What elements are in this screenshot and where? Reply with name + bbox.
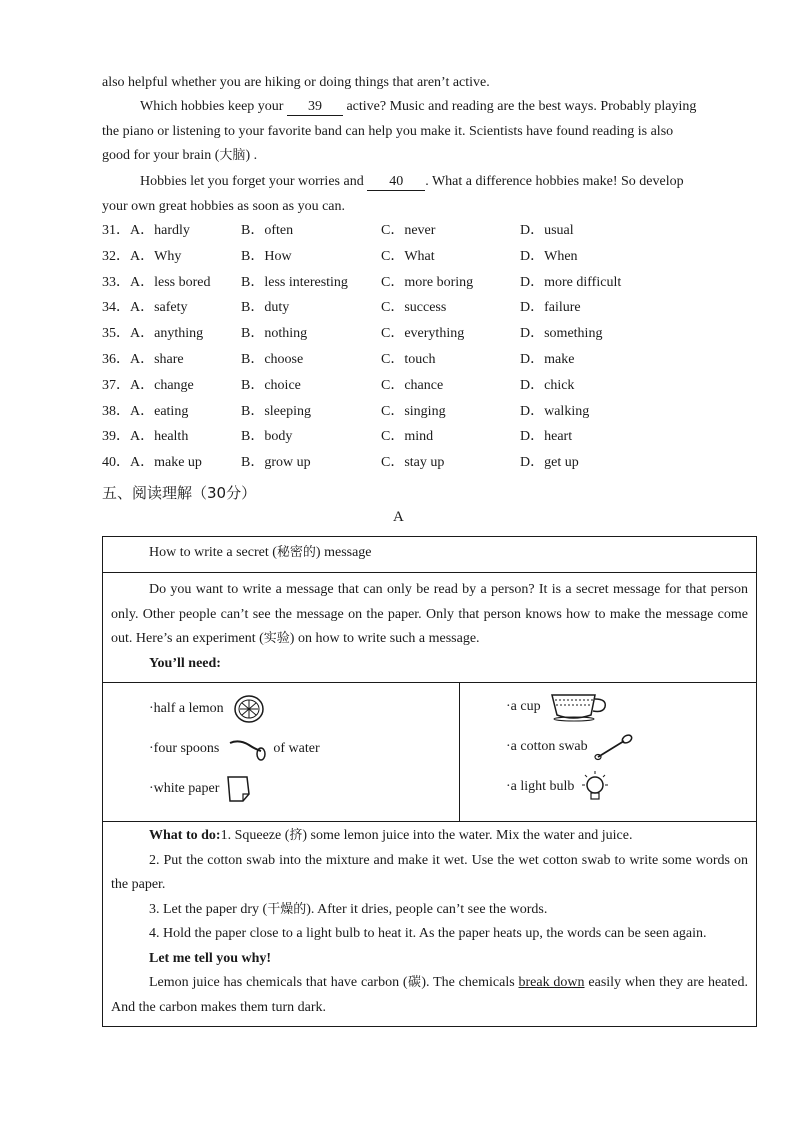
question-option-d: D．When — [520, 248, 578, 264]
question-option-c: C．chance — [381, 377, 444, 393]
lemon-icon — [232, 693, 266, 725]
need-item-lemon: ·half a lemon — [103, 689, 459, 729]
question-option-d: D．heart — [520, 429, 573, 445]
section-heading: 五、阅读理解（30分） — [102, 484, 257, 502]
blank-40: 40 — [367, 174, 425, 191]
question-option-d: D．get up — [520, 455, 579, 471]
question-option-c: C．stay up — [381, 455, 445, 471]
spoon-icon — [227, 735, 267, 763]
step-2: 2. Put the cotton swab into the mixture and make it wet. Use the wet cotton swab to write some words on the paper. — [111, 852, 748, 892]
question-option-c: C．touch — [381, 352, 436, 367]
question-option-a: 40．A．make up — [102, 455, 202, 471]
blank-39: 39 — [287, 99, 343, 116]
question-option-a: 32．A．Why — [102, 248, 182, 264]
question-option-d: D．failure — [520, 300, 581, 316]
question-option-a: 35．A．anything — [102, 326, 204, 342]
need-item-spoons: ·four spoons of water — [103, 729, 459, 769]
why-paragraph: Lemon juice has chemicals that have carbon (碳). The chemicals break down easily when they are heated. And the carbon makes them turn dark. — [111, 975, 748, 1015]
question-option-c: C．singing — [381, 403, 446, 419]
question-number: 34． — [102, 300, 130, 316]
need-item-cup: ·a cup — [460, 687, 756, 727]
box-title: How to write a secret (秘密的) message — [149, 545, 372, 560]
question-option-b: B．body — [241, 429, 293, 445]
question-number: 32． — [102, 248, 130, 264]
need-item-swab: ·a cotton swab — [460, 727, 756, 767]
passage-line: your own great hobbies as soon as you can. — [102, 199, 346, 214]
intro-cell — [103, 573, 757, 683]
question-number: 31． — [102, 223, 130, 238]
question-option-b: B．choose — [241, 352, 304, 367]
question-option-c: C．What — [381, 248, 435, 264]
question-option-a: 34．A．safety — [102, 300, 188, 316]
passage-line: the piano or listening to your favorite band can help you make it. Scientists have found reading is also — [102, 124, 674, 139]
passage-line: Which hobbies keep your 39 active? Music and reading are the best ways. Probably playing — [140, 99, 697, 114]
passage-line: also helpful whether you are hiking or doing things that aren’t active. — [102, 75, 490, 90]
need-label: You’ll need: — [149, 655, 221, 671]
question-option-d: D．usual — [520, 223, 574, 238]
question-number: 36． — [102, 352, 130, 367]
reading-box — [102, 536, 757, 1027]
step-3: 3. Let the paper dry (干燥的). After it dries, people can’t see the words. — [149, 901, 548, 917]
question-option-c: C．success — [381, 300, 447, 316]
question-option-a: 37．A．change — [102, 377, 194, 393]
question-option-b: B．sleeping — [241, 403, 311, 419]
question-option-b: B．grow up — [241, 455, 311, 471]
intro-paragraph: Do you want to write a message that can only be read by a person? It is a secret message for that person only. Other people can’t see the message on the paper. Only that person knows how to make the message come out. Here’s an experiment (实验) on how to write such a message. — [111, 582, 748, 646]
steps-cell — [103, 822, 757, 1027]
question-option-a: 31．A．hardly — [102, 223, 190, 238]
question-option-d: D．walking — [520, 403, 590, 419]
question-option-a: 39．A．health — [102, 429, 189, 445]
question-option-a: 33．A．less bored — [102, 274, 211, 290]
question-option-c: C．never — [381, 223, 436, 238]
light-bulb-icon — [578, 770, 612, 804]
question-option-b: B．nothing — [241, 326, 308, 342]
question-option-b: B．often — [241, 223, 294, 238]
passage-line: Hobbies let you forget your worries and 40 . What a difference hobbies make! So develop — [140, 174, 684, 189]
question-option-c: C．mind — [381, 429, 434, 445]
question-number: 33． — [102, 274, 130, 290]
needs-right-cell — [460, 683, 757, 822]
question-option-c: C．everything — [381, 326, 465, 342]
question-option-b: B．choice — [241, 377, 301, 393]
question-option-d: D．make — [520, 352, 575, 367]
passage-label: A — [393, 509, 404, 525]
question-number: 39． — [102, 429, 130, 445]
question-number: 35． — [102, 326, 130, 342]
cup-icon — [549, 691, 611, 723]
question-option-a: 36．A．share — [102, 352, 184, 367]
question-option-b: B．How — [241, 248, 292, 264]
question-option-d: D．something — [520, 326, 603, 342]
question-number: 38． — [102, 403, 130, 419]
step-4: 4. Hold the paper close to a light bulb to heat it. As the paper heats up, the words can be seen again. — [149, 926, 707, 941]
need-item-bulb: ·a light bulb — [460, 767, 756, 807]
question-number: 40． — [102, 455, 130, 471]
cotton-swab-icon — [594, 733, 634, 761]
question-option-b: B．duty — [241, 300, 290, 316]
box-title-cell — [103, 537, 757, 573]
passage-line: good for your brain (大脑) . — [102, 148, 258, 163]
question-number: 37． — [102, 377, 130, 393]
question-option-d: D．more difficult — [520, 274, 622, 290]
why-label: Let me tell you why! — [149, 950, 272, 966]
question-option-d: D．chick — [520, 377, 575, 393]
underlined-phrase: break down — [518, 975, 585, 990]
question-option-a: 38．A．eating — [102, 403, 189, 419]
question-option-b: B．less interesting — [241, 274, 348, 290]
question-option-c: C．more boring — [381, 274, 474, 290]
step-1: What to do:1. Squeeze (挤) some lemon juice into the water. Mix the water and juice. — [149, 828, 633, 843]
need-item-paper: ·white paper — [103, 769, 459, 809]
paper-icon — [225, 774, 253, 804]
needs-left-cell — [103, 683, 460, 822]
